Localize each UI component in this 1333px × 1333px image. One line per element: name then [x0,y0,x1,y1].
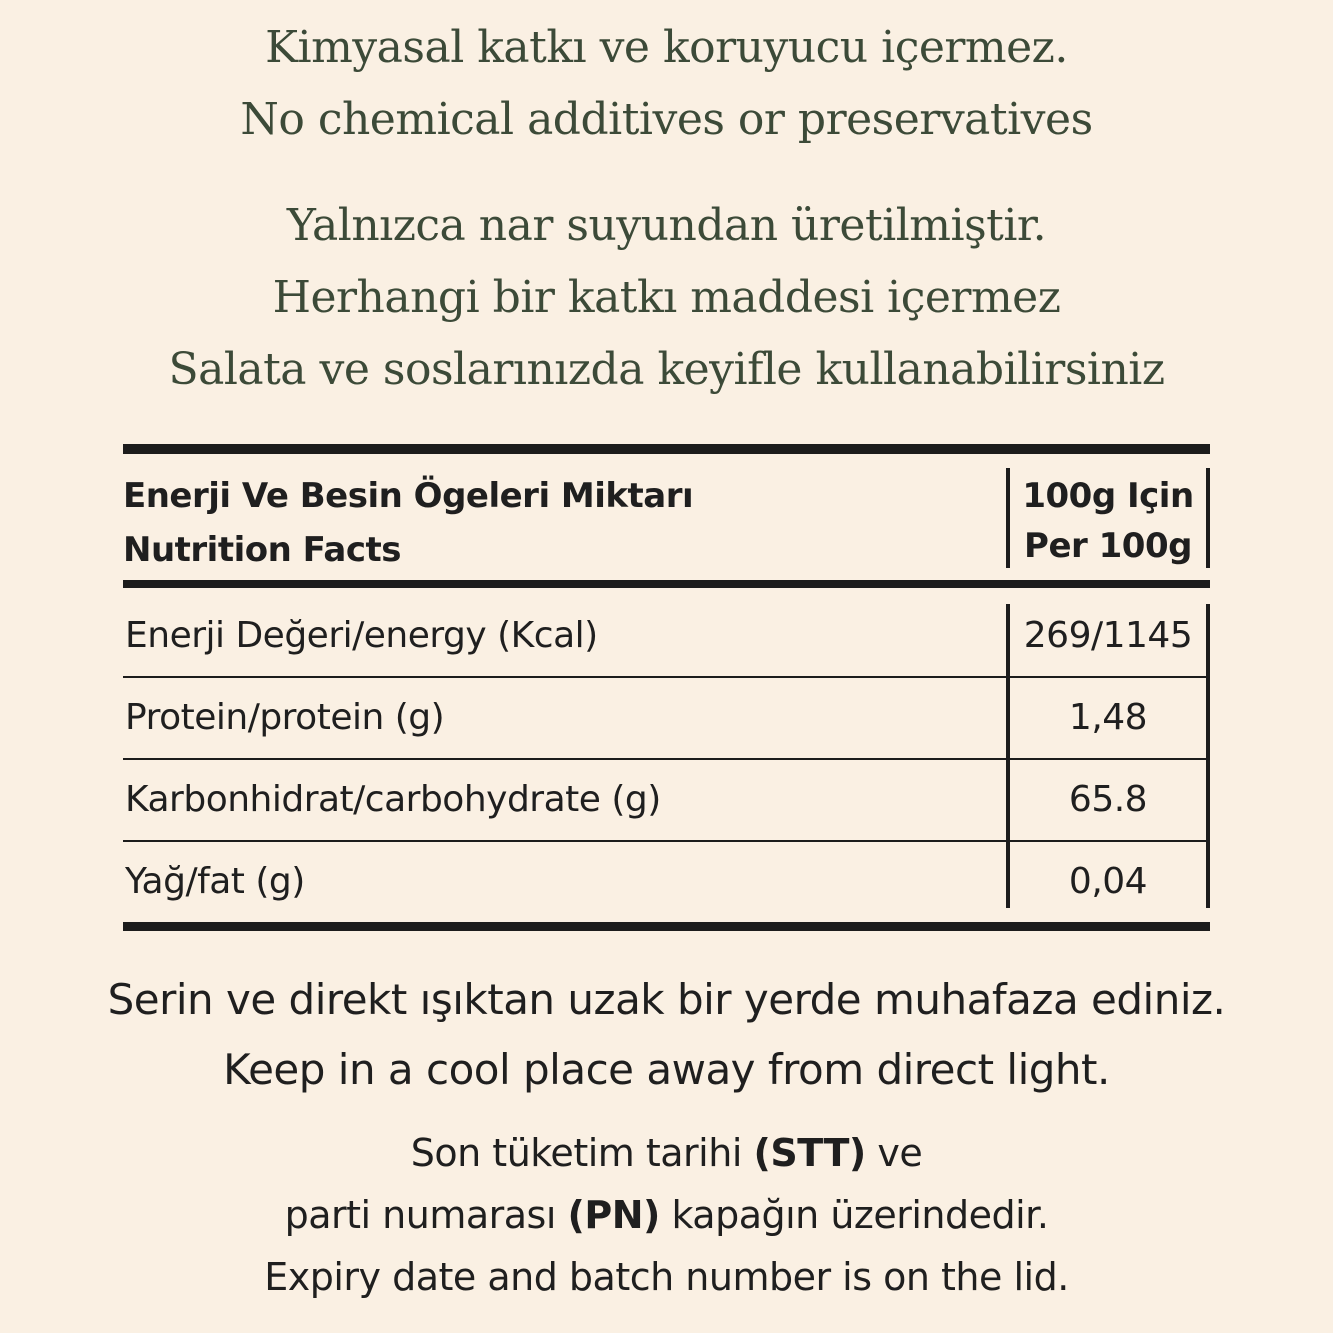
row-energy-value: 269/1145 [1023,615,1193,656]
header-title-tr: Enerji Ve Besin Ögeleri Miktarı [123,476,694,516]
expiry-text: ve [865,1131,923,1175]
storage-tr: Serin ve direkt ışıktan uzak bir yerde muhafaza ediniz. [107,975,1226,1024]
pn-abbrev: (PN) [567,1193,660,1237]
header-right-edge [1206,468,1210,568]
body-right-edge [1206,604,1210,908]
row-protein-value: 1,48 [1068,697,1148,738]
expiry-line-2 [0,1190,1333,1240]
body-divider [1006,604,1010,908]
row-fat-label: Yağ/fat (g) [125,861,305,902]
header-title-en: Nutrition Facts [123,530,401,570]
row-protein-label: Protein/protein (g) [125,697,445,738]
storage-en: Keep in a cool place away from direct light. [223,1045,1110,1094]
header-per-en: Per 100g [1024,526,1192,566]
intro-line-4: Herhangi bir katkı maddesi içermez [272,272,1061,323]
expiry-line-3: Expiry date and batch number is on the lid. [264,1255,1069,1299]
stt-abbrev: (STT) [753,1131,866,1175]
header-divider [1006,468,1010,568]
intro-line-5: Salata ve soslarınızda keyifle kullanabilirsiniz [168,344,1165,395]
expiry-text: parti numarası [284,1193,568,1237]
row-energy-label: Enerji Değeri/energy (Kcal) [125,615,598,656]
header-bottom-rule [123,580,1210,588]
table-bottom-rule [123,922,1210,931]
row-carb-label: Karbonhidrat/carbohydrate (g) [125,779,661,820]
header-per-tr: 100g Için [1022,476,1194,516]
intro-line-1: Kimyasal katkı ve koruyucu içermez. [265,22,1068,73]
row-carb-value: 65.8 [1068,779,1148,820]
expiry-text: Son tüketim tarihi [410,1131,754,1175]
row-fat-value: 0,04 [1068,861,1148,902]
expiry-line-1 [0,1128,1333,1178]
intro-line-2: No chemical additives or preservatives [240,94,1093,145]
intro-line-3: Yalnızca nar suyundan üretilmiştir. [286,200,1047,251]
table-top-rule [123,444,1210,454]
expiry-text: kapağın üzerindedir. [659,1193,1049,1237]
